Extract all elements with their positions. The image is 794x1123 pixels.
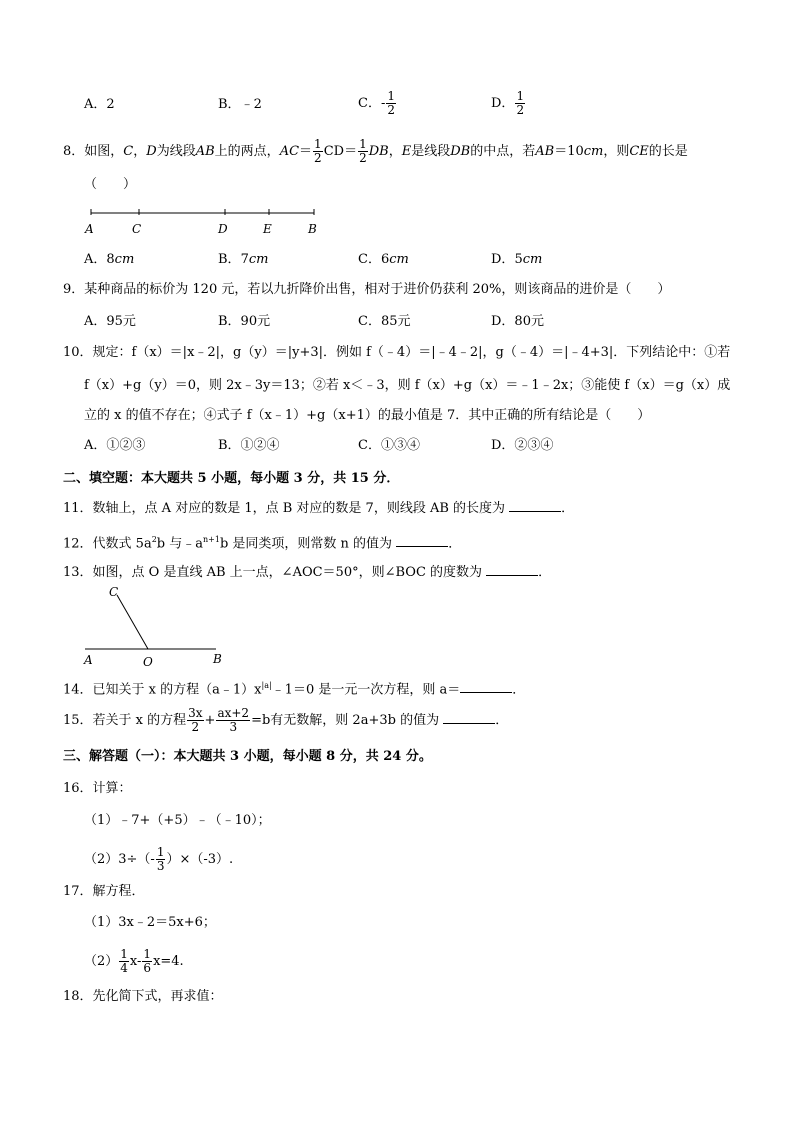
q7-option-c: C．- $\frac{1}{2}$ [358,89,395,117]
q12-stem: 12．代数式 $5a^2b$ 与$﹣a^{n+1}b$ 是同类项，则常数 n 的值为 ． [63,535,462,552]
q10-stem-line1: 10．规定：f（x）＝|x﹣2|，g（y）＝|y+3|．例如 f（﹣4）＝|﹣4﹣2|，g（﹣4）＝|﹣4+3|．下列结论中：①若 [63,345,731,360]
q12-blank [396,534,448,547]
q8-stem: 8．如图，C，D为线段AB上的两点，AC＝ $\frac{1}{2}$ CD＝ $\frac{1}{2}$ DB，E是线段DB的中点，若AB＝10cm，则CE的长是 [63,137,688,165]
label-a: A [85,222,94,236]
q8-option-d: D．5cm [491,252,543,267]
q9-option-c: C．85元 [358,314,411,329]
label-b: B [213,652,222,666]
q14-stem: 14．已知关于 x 的方程$(a﹣1)x^{|a|}﹣1=0$ 是一元一次方程，则 a＝ ． [63,681,526,698]
q10-option-a: A．①②③ [84,438,146,453]
q8-segment-figure [80,204,330,238]
q16-part1: （1）﹣7+（+5）﹣（﹣10）； [84,813,271,828]
q8-option-c: C．6cm [358,252,409,267]
q10-option-c: C．①③④ [358,438,420,453]
q13-blank [486,563,538,576]
label-d: D [218,222,228,236]
section-solve-heading: 三、解答题（一）：本大题共 3 小题，每小题 8 分，共 24 分。 [63,749,432,764]
q10-stem-line2: f（x）+g（y）＝0，则 2x﹣3y＝13；②若 x＜﹣3，则 f（x）+g（x）＝﹣1﹣2x；③能使 f（x）＝g（x）成 [84,378,731,393]
q10-option-b: B．①②④ [218,438,280,453]
q9-option-b: B．90元 [218,314,271,329]
q7-option-d: D． $\frac{1}{2}$ [491,89,525,117]
q7-option-a: A．2 [84,97,115,112]
q15-blank [443,711,495,724]
q13-angle-figure [80,584,230,668]
q17-title: 17．解方程． [63,884,145,899]
q10-option-d: D．②③④ [491,438,554,453]
q9-stem: 9．某种商品的标价为 120 元，若以九折降价出售，相对于进价仍获利 20%，则该商品的进价是（ ） [63,282,671,297]
label-b: B [308,222,317,236]
q8-option-b: B．7cm [218,252,269,267]
q13-stem: 13．如图，点 O 是直线 AB 上一点，∠AOC＝50°，则∠BOC 的度数为 ． [63,565,552,580]
q9-option-d: D．80元 [491,314,544,329]
section-fill-in-heading: 二、填空题：本大题共 5 小题，每小题 3 分，共 15 分． [63,471,400,486]
label-a: A [84,653,93,667]
label-c: C [109,585,119,599]
q16-title: 16．计算： [63,781,132,796]
q14-blank [460,680,512,693]
q11-stem: 11．数轴上，点 A 对应的数是 1，点 B 对应的数是 7，则线段 AB 的长度为 ． [63,501,575,516]
q17-part2: （2） $\frac{1}{4}$ x- $\frac{1}{6}$ x=4. [84,947,184,975]
q17-part1: （1）3x﹣2＝5x+6； [84,915,216,930]
q18-title: 18．先化简下式，再求值： [63,989,223,1004]
q8-answer-paren: （ ） [84,177,137,192]
ray-oc [117,595,148,649]
label-o: O [143,655,153,668]
q15-stem: 15．若关于 x 的方程 $\frac{3x}{2}$ + $\frac{ax+2}{3}$ =b有无数解，则 2a+3b 的值为 ． [63,706,509,734]
q7-option-b: B．﹣2 [218,97,262,112]
q8-option-a: A．8cm [84,252,135,267]
q9-option-a: A．95元 [84,314,136,329]
q11-blank [509,499,561,512]
label-e: E [263,222,272,236]
q16-part2: （2）3÷（- $\frac{1}{3}$ ）×（-3）. [84,845,234,873]
q10-stem-line3: 立的 x 的值不存在；④式子 f（x﹣1）+g（x+1）的最小值是 7．其中正确的所有结论是（ ） [84,408,651,423]
label-c: C [132,222,142,236]
